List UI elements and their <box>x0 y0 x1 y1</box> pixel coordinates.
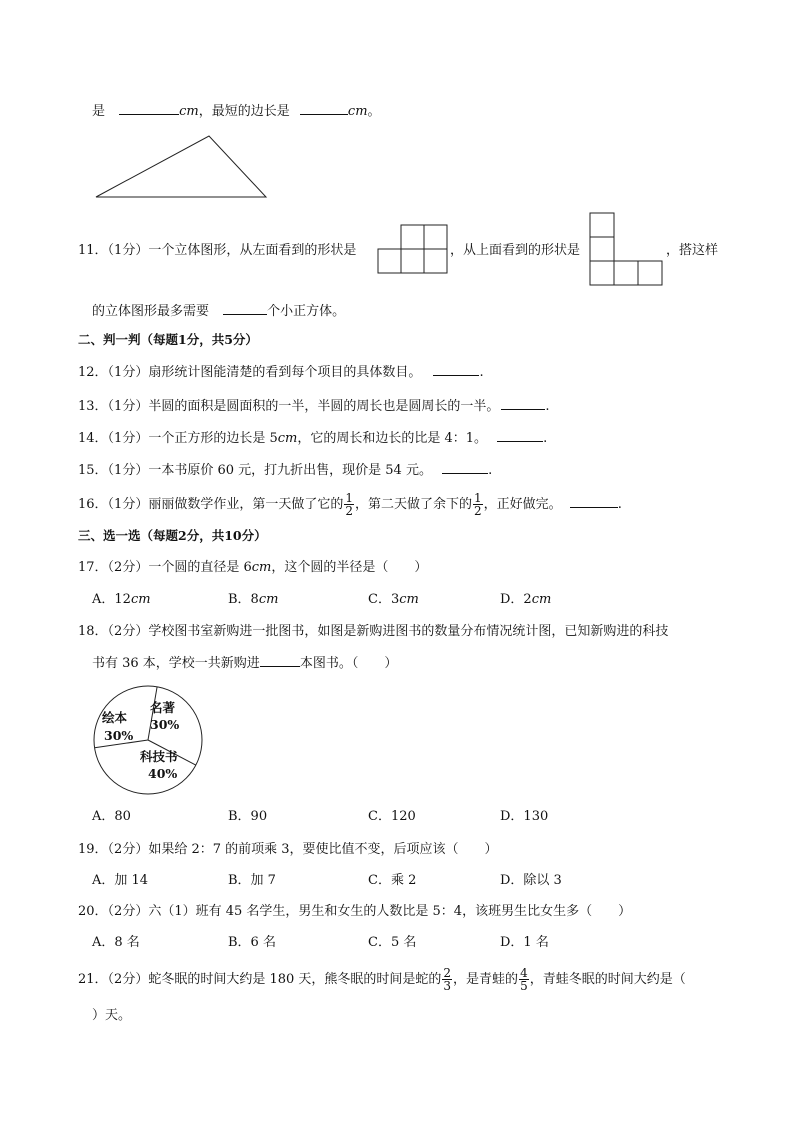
q11-line1-mid: ，从上面看到的形状是 <box>450 243 581 258</box>
q18-line2: 书有 36 本，学校一共新购进 本图书。（ ） <box>92 652 397 674</box>
slice-label-mingzhu: 名著 <box>150 700 176 715</box>
answer-blank[interactable] <box>442 459 488 474</box>
q17: 17．（2分）一个圆的直径是 6cm，这个圆的半径是（ ） <box>78 560 428 575</box>
fraction: $\frac{1}{2}$ <box>345 491 353 518</box>
q21-line2: ）天。 <box>92 1008 132 1023</box>
triangle-figure <box>94 134 274 204</box>
option-d[interactable]: D．除以 3 <box>500 873 562 888</box>
option-d[interactable]: D．1 名 <box>500 935 549 950</box>
q11-line1: 11．（1分）一个立体图形，从左面看到的形状是 <box>78 243 357 258</box>
q13: 13．（1分）半圆的面积是圆面积的一半，半圆的周长也是圆周长的一半。 . <box>78 395 549 417</box>
left-view-figure <box>377 224 449 274</box>
q18-line1: 18．（2分）学校图书室新购进一批图书，如图是新购进图书的数量分布情况统计图，已知新购进的科技 <box>78 624 669 639</box>
q11-line2: 的立体图形最多需要 个小正方体。 <box>92 300 345 322</box>
pie-chart <box>92 684 206 798</box>
q11-line1-end: ，搭这样 <box>666 243 719 258</box>
answer-blank[interactable] <box>119 100 179 115</box>
option-c[interactable]: C．3cm <box>368 592 419 607</box>
slice-value-huiben: 30% <box>104 728 134 743</box>
slice-value-kejishu: 40% <box>148 766 178 781</box>
option-b[interactable]: B．90 <box>228 809 268 824</box>
option-c[interactable]: C．乘 2 <box>368 873 417 888</box>
answer-blank[interactable] <box>433 361 479 376</box>
q12: 12．（1分）扇形统计图能清楚的看到每个项目的具体数目。 . <box>78 361 484 383</box>
section-heading: 二、判一判（每题1分，共5分） <box>78 332 258 347</box>
answer-blank[interactable] <box>501 395 545 410</box>
option-b[interactable]: B．8cm <box>228 592 279 607</box>
q19: 19．（2分）如果给 2：7 的前项乘 3，要使比值不变，后项应该（ ） <box>78 842 498 857</box>
option-a[interactable]: A．加 14 <box>92 873 149 888</box>
answer-blank[interactable] <box>570 493 618 508</box>
option-d[interactable]: D．130 <box>500 809 549 824</box>
q14: 14．（1分）一个正方形的边长是 5cm，它的周长和边长的比是 4：1。 . <box>78 427 547 449</box>
option-d[interactable]: D．2cm <box>500 592 552 607</box>
q10-answer-line: 是 cm，最短的边长是 cm。 <box>92 100 381 122</box>
answer-blank[interactable] <box>260 652 300 667</box>
q15: 15．（1分）一本书原价 60 元，打九折出售，现价是 54 元。 . <box>78 459 492 481</box>
option-a[interactable]: A．80 <box>92 809 131 824</box>
option-c[interactable]: C．120 <box>368 809 416 824</box>
fraction: $\frac{4}{5}$ <box>520 966 528 993</box>
q16: 16．（1分）丽丽做数学作业，第一天做了它的 $\frac{1}{2}$ ，第二天做了余下的 $\frac{1}{2}$ ，正好做完。 . <box>78 491 622 518</box>
option-a[interactable]: A．12cm <box>92 592 151 607</box>
option-b[interactable]: B．加 7 <box>228 873 276 888</box>
fraction: $\frac{1}{2}$ <box>474 491 482 518</box>
answer-blank[interactable] <box>300 100 348 115</box>
slice-label-kejishu: 科技书 <box>140 749 178 764</box>
option-b[interactable]: B．6 名 <box>228 935 276 950</box>
top-view-figure <box>589 212 665 288</box>
answer-blank[interactable] <box>223 300 267 315</box>
section-heading: 三、选一选（每题2分，共10分） <box>78 528 267 543</box>
q21-line1: 21．（2分）蛇冬眠的时间大约是 180 天，熊冬眠的时间是蛇的 $\frac{2}{3}$ ，是青蛙的 $\frac{4}{5}$ ，青蛙冬眠的时间大约是（ <box>78 966 686 993</box>
q20: 20．（2分）六（1）班有 45 名学生，男生和女生的人数比是 5：4，该班男生比女生多（ ） <box>78 904 632 919</box>
option-a[interactable]: A．8 名 <box>92 935 140 950</box>
slice-value-mingzhu: 30% <box>150 717 180 732</box>
answer-blank[interactable] <box>497 427 543 442</box>
fraction: $\frac{2}{3}$ <box>443 966 452 993</box>
option-c[interactable]: C．5 名 <box>368 935 417 950</box>
slice-label-huiben: 绘本 <box>102 710 128 725</box>
